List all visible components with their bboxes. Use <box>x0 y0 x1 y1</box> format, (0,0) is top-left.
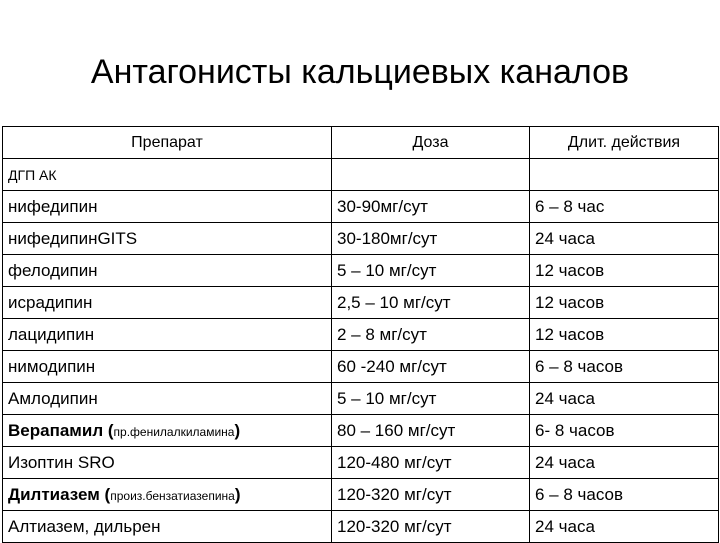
cell-drug: Амлодипин <box>3 383 332 415</box>
table-header-row <box>3 127 719 159</box>
cell-duration: 6 – 8 час <box>530 191 719 223</box>
table-row-verapamil <box>3 415 719 447</box>
cell-duration: 12 часов <box>530 287 719 319</box>
cell-dose: 80 – 160 мг/сут <box>332 415 530 447</box>
drug-paren-close: ) <box>234 420 241 440</box>
table-row <box>3 191 719 223</box>
table-row <box>3 447 719 479</box>
page-title: Антагонисты кальциевых каналов <box>90 53 630 91</box>
drug-paren-close: ) <box>234 484 241 504</box>
cell-duration: 24 часа <box>530 223 719 255</box>
cell-duration: 24 часа <box>530 383 719 415</box>
drug-class: произ.бензатиазепина <box>110 488 235 503</box>
drug-class: пр.фенилалкиламина <box>113 424 235 439</box>
cell-drug: лацидипин <box>3 319 332 351</box>
cell-dose: 5 – 10 мг/сут <box>332 383 530 415</box>
column-header-dose: Доза <box>332 127 530 159</box>
cell-duration: 12 часов <box>530 255 719 287</box>
cell-drug <box>3 415 332 447</box>
table-row-diltiazem <box>3 479 719 511</box>
cell-dose: 5 – 10 мг/сут <box>332 255 530 287</box>
cell-duration: 12 часов <box>530 319 719 351</box>
table-cell-empty <box>332 159 530 191</box>
cell-duration: 6 – 8 часов <box>530 351 719 383</box>
cell-dose: 30-180мг/сут <box>332 223 530 255</box>
cell-dose: 2,5 – 10 мг/сут <box>332 287 530 319</box>
cell-dose: 120-320 мг/сут <box>332 479 530 511</box>
cell-duration: 24 часа <box>530 511 719 543</box>
cell-dose: 60 -240 мг/сут <box>332 351 530 383</box>
cell-dose: 2 – 8 мг/сут <box>332 319 530 351</box>
cell-dose: 30-90мг/сут <box>332 191 530 223</box>
column-header-duration: Длит. действия <box>530 127 719 159</box>
table-row <box>3 287 719 319</box>
table-row <box>3 319 719 351</box>
cell-drug: нифедипинGITS <box>3 223 332 255</box>
cell-drug: нифедипин <box>3 191 332 223</box>
column-header-drug: Препарат <box>3 127 332 159</box>
cell-drug: нимодипин <box>3 351 332 383</box>
table-row <box>3 351 719 383</box>
table-row <box>3 255 719 287</box>
group-label: ДГП АК <box>3 159 332 191</box>
table-row <box>3 383 719 415</box>
cell-drug <box>3 479 332 511</box>
table-row <box>3 511 719 543</box>
cell-drug: Изоптин SRO <box>3 447 332 479</box>
cell-drug: исрадипин <box>3 287 332 319</box>
drug-name: Верапамил ( <box>8 420 114 440</box>
table-row <box>3 223 719 255</box>
cell-drug: Алтиазем, дильрен <box>3 511 332 543</box>
cell-dose: 120-320 мг/сут <box>332 511 530 543</box>
drug-table <box>2 126 719 543</box>
cell-drug: фелодипин <box>3 255 332 287</box>
table-group-row <box>3 159 719 191</box>
drug-name: Дилтиазем ( <box>8 484 111 504</box>
cell-duration: 24 часа <box>530 447 719 479</box>
cell-duration: 6 – 8 часов <box>530 479 719 511</box>
table-cell-empty <box>530 159 719 191</box>
cell-duration: 6- 8 часов <box>530 415 719 447</box>
cell-dose: 120-480 мг/сут <box>332 447 530 479</box>
